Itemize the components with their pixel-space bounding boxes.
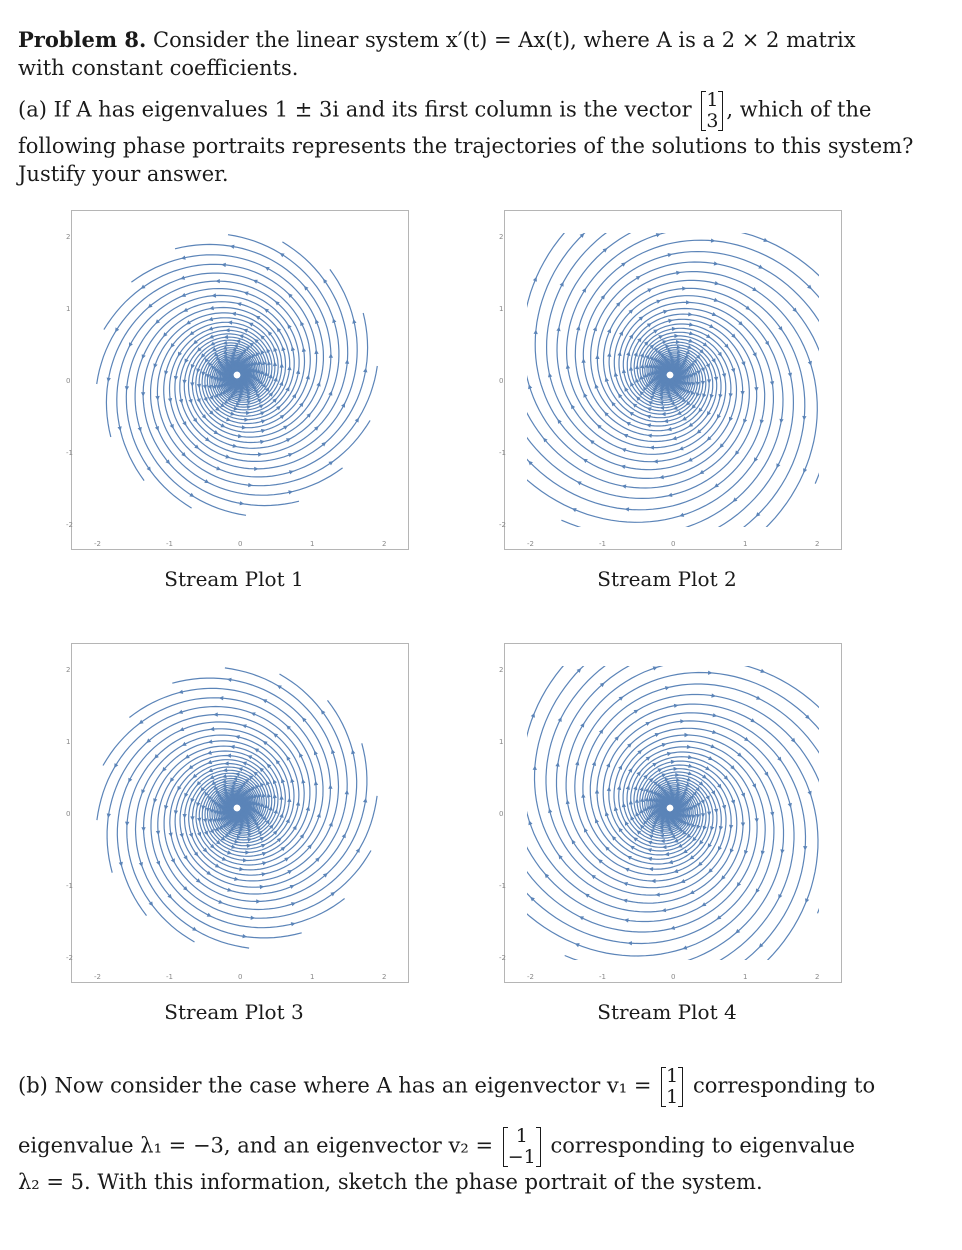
stream-arrow (557, 419, 561, 424)
stream-arrow (188, 399, 192, 404)
problem-intro-line1 (18, 26, 856, 54)
stream-arrow (287, 366, 291, 371)
x-tick-label: -2 (94, 973, 101, 981)
plot-caption-3: Stream Plot 3 (164, 1000, 304, 1024)
stream-arrow (737, 882, 741, 887)
stream-arrow (636, 771, 641, 776)
x-tick-label: 0 (238, 973, 243, 981)
column-vector: 1 3 (701, 90, 723, 132)
stream-arrow (234, 877, 239, 881)
x-tick-label: 1 (310, 973, 315, 981)
stream-arrow (719, 826, 723, 831)
stream-field (72, 644, 408, 982)
part-b-line3: λ₂ = 5. With this information, sketch the phase portrait of the system. (18, 1170, 763, 1194)
stream-line (597, 704, 818, 962)
problem-intro-text: Consider the linear system x′(t) = Ax(t), where A is a 2 × 2 matrix (153, 28, 856, 52)
stream-arrow (191, 364, 195, 369)
stream-arrow (688, 755, 693, 759)
stream-arrow (247, 405, 252, 409)
stream-arrow (256, 899, 261, 903)
stream-arrow (254, 467, 259, 471)
stream-arrow (761, 851, 765, 856)
stream-arrow (208, 326, 213, 330)
x-tick-label: -1 (599, 973, 606, 981)
stream-arrow (178, 690, 183, 694)
stream-arrow (528, 384, 532, 389)
stream-arrow (331, 749, 335, 754)
stream-arrow (623, 882, 628, 886)
stream-arrow (803, 846, 807, 851)
stream-arrow (714, 483, 719, 487)
stream-arrow (722, 805, 726, 810)
y-tick-label: -1 (66, 882, 73, 890)
stream-arrow (228, 320, 233, 324)
stream-arrow (282, 346, 286, 351)
plot-caption-4: Stream Plot 4 (597, 1000, 737, 1024)
stream-arrow (808, 361, 812, 366)
stream-arrow (685, 733, 690, 737)
stream-arrow (743, 419, 747, 424)
stream-arrow (699, 840, 704, 845)
stream-arrow (352, 319, 356, 324)
part-b-text2: eigenvalue λ₁ = −3, and an eigenvector v₂ = (18, 1133, 494, 1158)
stream-arrow (178, 710, 183, 714)
x-tick-label: 2 (815, 540, 820, 548)
y-tick-label: -2 (66, 521, 73, 529)
stream-arrow (251, 916, 256, 920)
stream-arrow (287, 798, 291, 803)
stream-arrow (629, 366, 633, 371)
stream-arrow (321, 710, 326, 715)
stream-arrow (306, 375, 310, 380)
stream-arrow (617, 351, 621, 356)
stream-arrow (289, 470, 294, 474)
stream-arrow (651, 879, 656, 883)
stream-arrow (660, 839, 665, 843)
stream-arrow (332, 318, 336, 323)
part-a-text: (a) If A has eigenvalues 1 ± 3i and its first column is the vector (18, 97, 692, 122)
stream-arrow (633, 837, 638, 842)
part-b-line2 (18, 1126, 855, 1168)
x-tick-label: 1 (310, 540, 315, 548)
stream-arrow (153, 363, 157, 368)
x-tick-label: -2 (527, 540, 534, 548)
stream-arrow (629, 800, 633, 805)
stream-arrow (714, 298, 719, 302)
y-tick-label: -2 (499, 521, 506, 529)
stream-arrow (755, 818, 759, 823)
plot-caption-1: Stream Plot 1 (164, 567, 304, 591)
stream-arrow (668, 860, 673, 864)
stream-arrow (314, 349, 318, 354)
stream-arrow (267, 361, 271, 366)
stream-arrow (329, 353, 333, 358)
part-b-line1 (18, 1066, 875, 1108)
y-tick-label: 2 (66, 233, 71, 241)
stream-arrow (548, 373, 552, 378)
stream-arrow (243, 329, 248, 333)
stream-arrow (301, 779, 305, 784)
part-a-line1 (18, 90, 871, 132)
stream-arrow (689, 322, 694, 326)
problem-heading: Problem 8. (18, 27, 147, 52)
stream-arrow (306, 806, 310, 811)
stream-arrow (707, 812, 711, 817)
stream-arrow (635, 365, 639, 370)
stream-arrow (189, 331, 194, 335)
stream-arrow (674, 334, 679, 338)
stream-arrow (662, 845, 667, 849)
stream-arrow (190, 382, 194, 387)
y-tick-label: 1 (66, 738, 71, 746)
stream-line (604, 280, 805, 549)
stream-arrow (741, 823, 745, 828)
stream-arrow (722, 373, 726, 378)
stream-arrow (260, 440, 265, 444)
stream-arrow (686, 300, 691, 304)
stream-line (505, 747, 757, 932)
stream-arrow (240, 501, 245, 505)
stream-arrow (711, 239, 716, 243)
stream-arrow (183, 814, 187, 819)
stream-arrow (668, 493, 673, 497)
stream-arrow (351, 749, 355, 754)
stream-arrow (647, 857, 652, 861)
stream-arrow (225, 328, 230, 332)
stream-arrow (591, 875, 596, 879)
stream-arrow (614, 806, 618, 811)
stream-arrow (155, 396, 159, 401)
stream-arrow (141, 827, 145, 832)
stream-arrow (621, 448, 626, 452)
stream-arrow (222, 774, 227, 778)
stream-arrow (230, 245, 235, 249)
stream-arrow (149, 901, 154, 906)
stream-arrow (258, 452, 263, 456)
stream-arrow (227, 678, 232, 682)
stream-arrow (667, 752, 672, 756)
x-tick-label: 0 (238, 540, 243, 548)
stream-arrow (213, 712, 218, 716)
stream-arrow (621, 262, 626, 266)
stream-arrow (635, 798, 639, 803)
stream-plot-3 (66, 643, 409, 983)
stream-arrow (267, 793, 271, 798)
stream-field (505, 644, 841, 982)
stream-arrow (279, 795, 283, 800)
stream-arrow (119, 862, 123, 867)
stream-arrow (581, 793, 585, 798)
y-tick-label: 0 (499, 377, 504, 385)
stream-arrow (277, 327, 281, 332)
stream-arrow (656, 233, 661, 237)
y-tick-label: 0 (66, 377, 71, 385)
stream-field (72, 211, 408, 549)
x-tick-label: 2 (382, 540, 387, 548)
y-tick-label: -1 (66, 449, 73, 457)
stream-arrow (623, 899, 628, 903)
stream-arrow (208, 740, 213, 744)
stream-arrow (243, 858, 248, 862)
stream-arrow (180, 276, 185, 280)
stream-arrow (575, 761, 579, 766)
part-b-text1: (b) Now consider the case where A has an eigenvector v₁ = (18, 1073, 652, 1098)
stream-arrow (193, 418, 197, 423)
stream-arrow (211, 293, 216, 297)
stream-arrow (679, 513, 684, 517)
stream-arrow (242, 425, 247, 429)
stream-arrow (660, 406, 665, 410)
stream-arrow (625, 507, 630, 511)
x-tick-label: -2 (94, 540, 101, 548)
y-tick-label: 0 (499, 810, 504, 818)
y-tick-label: -1 (499, 449, 506, 457)
stream-arrow (164, 371, 168, 376)
stream-arrow (668, 319, 673, 323)
stream-arrow (595, 789, 599, 794)
stream-arrow (534, 330, 538, 335)
stream-arrow (328, 784, 332, 789)
stream-arrow (712, 730, 717, 734)
stream-arrow (226, 417, 231, 421)
stream-arrow (279, 813, 283, 818)
stream-plot-2 (499, 210, 842, 550)
stream-arrow (215, 279, 220, 283)
stream-arrow (291, 902, 296, 906)
part-b-text1-tail: corresponding to (692, 1073, 876, 1098)
stream-arrow (701, 813, 705, 818)
x-tick-label: -1 (166, 540, 173, 548)
y-tick-label: 2 (499, 666, 504, 674)
stream-arrow (107, 378, 111, 383)
stream-arrow (138, 427, 142, 432)
stream-line (566, 660, 824, 881)
stream-plot-1 (66, 210, 409, 550)
stream-arrow (169, 833, 173, 838)
stream-arrow (682, 946, 687, 950)
stream-arrow (363, 798, 367, 803)
stream-arrow (139, 862, 143, 867)
stream-arrow (227, 850, 232, 854)
stream-arrow (168, 398, 172, 403)
stream-arrow (646, 423, 651, 427)
stream-arrow (261, 420, 266, 424)
stream-arrow (674, 767, 679, 771)
stream-arrow (702, 774, 707, 779)
stream-arrow (280, 363, 284, 368)
stream-arrow (225, 454, 230, 458)
part-a-line3: Justify your answer. (18, 162, 229, 186)
stream-arrow (141, 392, 145, 397)
stream-arrow (680, 719, 685, 723)
stream-arrow (316, 382, 320, 387)
stream-arrow (528, 820, 532, 825)
part-a-line2: following phase portraits represents the trajectories of the solutions to this system? (18, 134, 914, 158)
stream-arrow (581, 358, 585, 363)
y-tick-label: 1 (499, 738, 504, 746)
stream-line (575, 673, 841, 875)
stream-plot-4 (499, 643, 842, 983)
stream-line (505, 314, 757, 498)
stream-arrow (182, 380, 186, 385)
stream-arrow (718, 394, 722, 399)
stream-arrow (713, 713, 718, 717)
y-tick-label: -1 (499, 882, 506, 890)
stream-arrow (164, 805, 168, 810)
stream-arrow (125, 822, 129, 827)
stream-arrow (668, 253, 673, 257)
stream-arrow (244, 291, 249, 295)
stream-arrow (741, 391, 745, 396)
y-tick-label: -2 (499, 954, 506, 962)
stream-line (546, 644, 731, 895)
stream-arrow (675, 773, 680, 777)
plot-caption-2: Stream Plot 2 (597, 567, 737, 591)
x-tick-label: -1 (166, 973, 173, 981)
stream-arrow (224, 761, 229, 765)
stream-arrow (245, 850, 250, 854)
stream-arrow (203, 385, 207, 390)
stream-arrow (209, 306, 214, 310)
x-tick-label: 0 (671, 973, 676, 981)
y-tick-label: 2 (66, 666, 71, 674)
stream-arrow (242, 934, 247, 938)
y-tick-label: 0 (66, 810, 71, 818)
stream-field (505, 211, 841, 549)
stream-arrow (708, 671, 713, 675)
stream-arrow (247, 838, 252, 842)
stream-arrow (223, 341, 228, 345)
stream-arrow (682, 286, 687, 290)
stream-arrow (778, 326, 782, 331)
stream-arrow (242, 762, 247, 766)
stream-arrow (744, 850, 748, 855)
stream-arrow (744, 737, 749, 741)
stream-arrow (808, 791, 812, 796)
stream-arrow (707, 379, 711, 384)
stream-arrow (244, 418, 249, 422)
x-tick-label: -1 (599, 540, 606, 548)
y-tick-label: 2 (499, 233, 504, 241)
stream-arrow (118, 426, 122, 431)
stream-arrow (653, 459, 658, 463)
stream-arrow (788, 373, 792, 378)
stream-arrow (302, 347, 306, 352)
stream-arrow (701, 381, 705, 386)
stream-arrow (649, 446, 654, 450)
eigenvector-v2: 1 −1 (503, 1126, 541, 1168)
problem-intro-line2: with constant coefficients. (18, 56, 299, 80)
stream-arrow (614, 372, 618, 377)
x-tick-label: 2 (815, 973, 820, 981)
stream-arrow (802, 416, 806, 421)
stream-arrow (330, 892, 335, 897)
eigenvector-v1: 1 1 (661, 1066, 683, 1108)
x-tick-label: 1 (743, 973, 748, 981)
part-b-text2-tail: corresponding to eigenvalue (550, 1133, 855, 1158)
stream-arrow (661, 412, 666, 416)
stream-arrow (237, 302, 242, 306)
stream-line (522, 654, 743, 912)
stream-arrow (595, 354, 599, 359)
stream-arrow (667, 427, 672, 431)
stream-arrow (219, 696, 224, 700)
stream-arrow (227, 754, 232, 758)
stream-arrow (233, 444, 238, 448)
y-tick-label: -2 (66, 954, 73, 962)
stream-arrow (754, 387, 758, 392)
stream-arrow (592, 761, 596, 766)
x-tick-label: 0 (671, 540, 676, 548)
part-a-tail: , which of the (726, 97, 872, 122)
stream-arrow (363, 368, 367, 373)
stream-arrow (676, 340, 681, 344)
stream-arrow (235, 735, 240, 739)
stream-arrow (533, 765, 537, 770)
stream-arrow (345, 790, 349, 795)
stream-line (547, 211, 731, 462)
stream-arrow (181, 256, 186, 260)
y-tick-label: 1 (66, 305, 71, 313)
x-tick-label: -2 (527, 973, 534, 981)
x-tick-label: 1 (743, 540, 748, 548)
stream-arrow (190, 816, 194, 821)
stream-arrow (599, 729, 603, 734)
stream-arrow (617, 785, 621, 790)
x-tick-label: 2 (382, 973, 387, 981)
stream-arrow (107, 813, 111, 818)
stream-arrow (291, 922, 296, 926)
stream-arrow (280, 415, 285, 419)
stream-arrow (288, 490, 293, 494)
stream-arrow (203, 818, 207, 823)
stream-arrow (279, 381, 283, 386)
stream-line (516, 735, 774, 956)
stream-arrow (593, 326, 597, 331)
stream-arrow (655, 893, 660, 897)
y-tick-label: 1 (499, 305, 504, 313)
stream-arrow (262, 872, 267, 876)
stream-arrow (139, 720, 144, 725)
stream-arrow (627, 941, 632, 945)
stream-arrow (653, 666, 658, 670)
